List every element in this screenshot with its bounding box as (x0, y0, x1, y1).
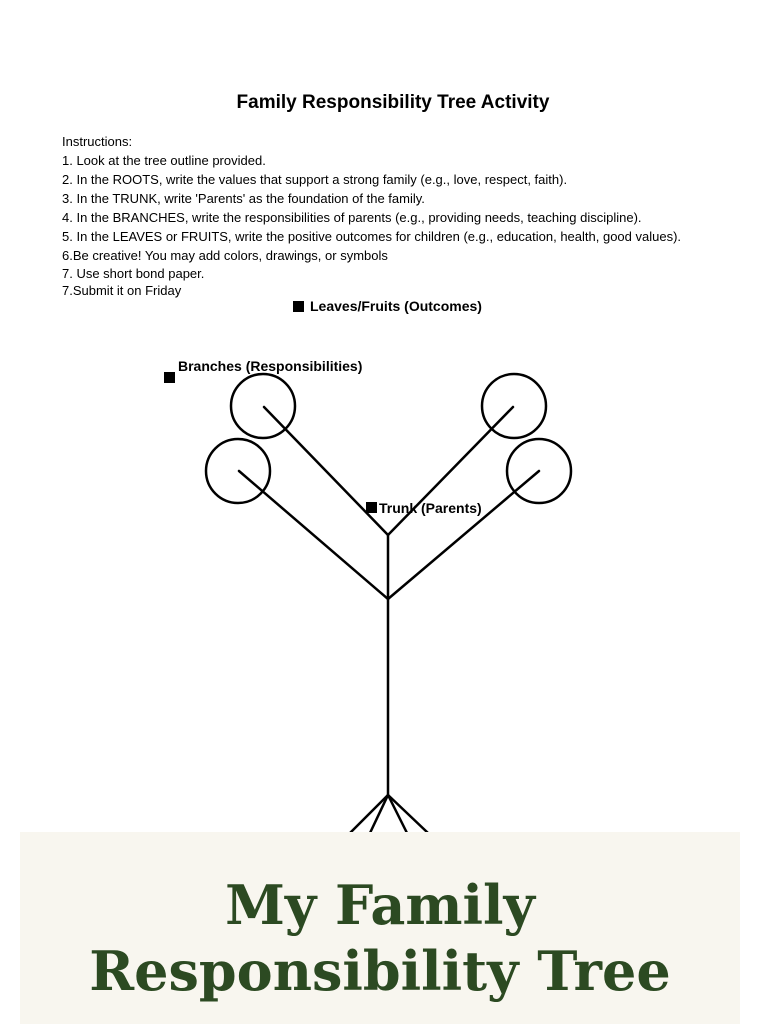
instruction-item: 6.Be creative! You may add colors, drawings, or symbols (62, 248, 388, 263)
leaves-marker-square (293, 301, 304, 312)
tree-branch (388, 471, 539, 599)
tree-branch (264, 407, 388, 535)
cover-banner (20, 832, 740, 1024)
tree-leaf-circle (231, 374, 295, 438)
leaves-label: Leaves/Fruits (Outcomes) (310, 298, 482, 314)
document-title: Family Responsibility Tree Activity (236, 92, 550, 113)
instruction-item: 7. Use short bond paper. (62, 266, 205, 281)
tree-leaf-circle (482, 374, 546, 438)
tree-root (388, 795, 407, 833)
instruction-item: 4. In the BRANCHES, write the responsibilities of parents (e.g., providing needs, teaching discipline). (62, 210, 642, 225)
trunk-label: Trunk (Parents) (379, 500, 482, 516)
trunk-marker-square (366, 502, 377, 513)
banner-title-line-1: My Family (225, 873, 535, 937)
tree-root (370, 795, 388, 833)
banner-title-line-2: Responsibility Tree (89, 939, 671, 1003)
tree-branch (239, 471, 388, 599)
banner-title (20, 872, 740, 1004)
instruction-item: 1. Look at the tree outline provided. (62, 153, 266, 168)
tree-root (350, 795, 388, 833)
instruction-item: 2. In the ROOTS, write the values that support a strong family (e.g., love, respect, faith). (62, 172, 568, 187)
branches-label: Branches (Responsibilities) (178, 358, 363, 374)
instruction-item: 5. In the LEAVES or FRUITS, write the positive outcomes for children (e.g., education, health, good values). (62, 229, 682, 244)
branches-marker-square (164, 372, 175, 383)
instructions-heading: Instructions: (62, 134, 133, 149)
instruction-item: 3. In the TRUNK, write 'Parents' as the foundation of the family. (62, 191, 425, 206)
tree-root (388, 795, 428, 833)
instruction-item: 7.Submit it on Friday (62, 283, 182, 298)
